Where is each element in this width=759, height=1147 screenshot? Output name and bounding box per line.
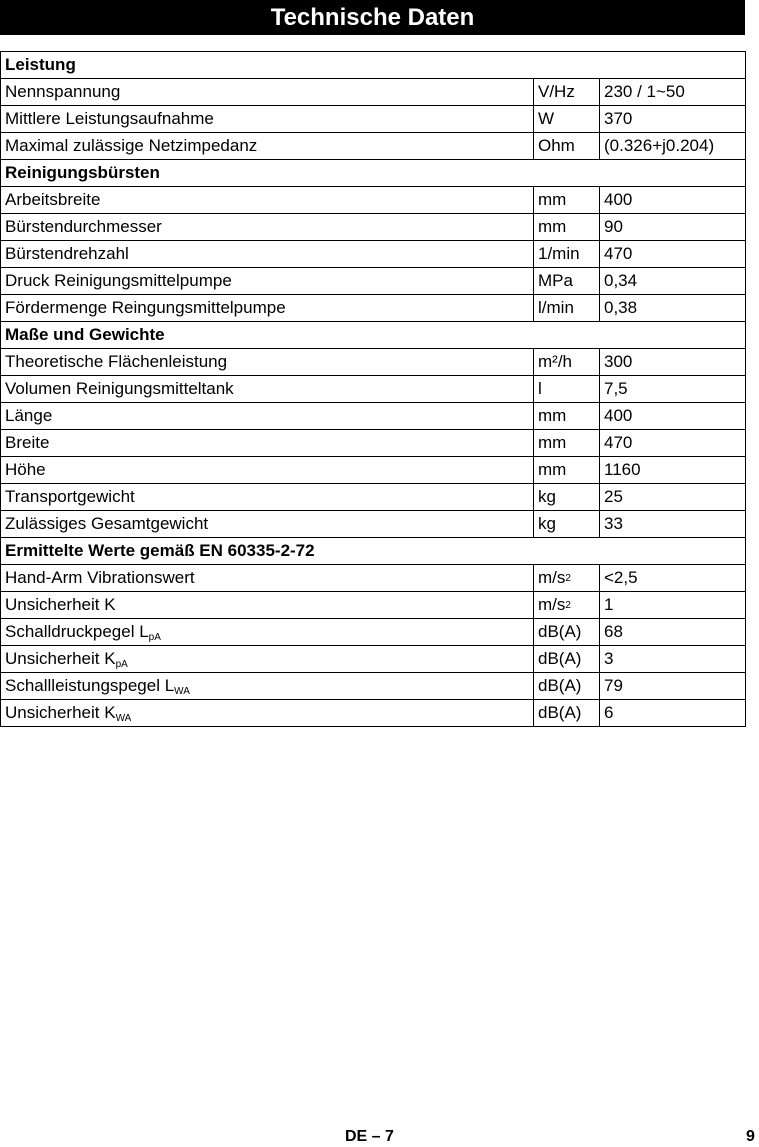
- row-unit: [534, 673, 600, 700]
- section-heading: Leistung: [1, 52, 746, 79]
- row-label-subscript: WA: [115, 713, 132, 724]
- row-value: 3: [600, 646, 746, 673]
- row-unit-text: kg: [538, 487, 556, 506]
- row-value: 1: [600, 592, 746, 619]
- row-value: 230 / 1~50: [600, 79, 746, 106]
- row-label-text: Unsicherheit K: [5, 595, 116, 614]
- row-value: 79: [600, 673, 746, 700]
- page-number: 9: [746, 1128, 755, 1145]
- table-row: [1, 619, 746, 646]
- row-unit: [534, 133, 600, 160]
- table-row: [1, 106, 746, 133]
- row-label: [1, 592, 534, 619]
- row-label-text: Unsicherheit K: [5, 703, 116, 722]
- row-unit: [534, 214, 600, 241]
- table-row: [1, 511, 746, 538]
- row-unit: [534, 187, 600, 214]
- row-value: 300: [600, 349, 746, 376]
- row-label-subscript: pA: [148, 632, 161, 643]
- row-value: 68: [600, 619, 746, 646]
- row-label: [1, 646, 534, 673]
- row-unit-text: kg: [538, 514, 556, 533]
- table-row: [1, 484, 746, 511]
- row-unit: [534, 619, 600, 646]
- table-row: [1, 646, 746, 673]
- row-unit: [534, 106, 600, 133]
- row-label-text: Zulässiges Gesamtgewicht: [5, 514, 209, 533]
- row-label-text: Bürstendrehzahl: [5, 244, 129, 263]
- section-heading-row: [1, 160, 746, 187]
- row-unit-text: m/s: [538, 595, 566, 614]
- row-unit: [534, 646, 600, 673]
- row-label-text: Nennspannung: [5, 82, 121, 101]
- table-row: [1, 241, 746, 268]
- row-unit-text: l/min: [538, 298, 574, 317]
- row-value: 370: [600, 106, 746, 133]
- row-value: 470: [600, 241, 746, 268]
- row-label-text: Länge: [5, 406, 53, 425]
- row-unit-text: mm: [538, 460, 567, 479]
- row-label-text: Fördermenge Reingungsmittelpumpe: [5, 298, 286, 317]
- table-row: [1, 457, 746, 484]
- row-label: [1, 268, 534, 295]
- row-label-text: Maximal zulässige Netzimpedanz: [5, 136, 258, 155]
- row-unit-text: mm: [538, 406, 567, 425]
- row-value: 0,34: [600, 268, 746, 295]
- table-row: [1, 79, 746, 106]
- row-label: [1, 565, 534, 592]
- row-label-text: Höhe: [5, 460, 46, 479]
- page-label: DE – 7: [345, 1128, 394, 1145]
- table-row: [1, 214, 746, 241]
- row-label: [1, 349, 534, 376]
- section-heading: Maße und Gewichte: [1, 322, 746, 349]
- row-label-subscript: pA: [115, 659, 128, 670]
- row-unit: [534, 700, 600, 727]
- row-unit: [534, 241, 600, 268]
- row-value: (0.326+j0.204): [600, 133, 746, 160]
- row-label: [1, 673, 534, 700]
- row-label: [1, 457, 534, 484]
- row-label-text: Transportgewicht: [5, 487, 135, 506]
- row-unit-text: 1/min: [538, 244, 580, 263]
- row-value: 6: [600, 700, 746, 727]
- row-label-subscript: WA: [174, 686, 190, 697]
- row-label: [1, 241, 534, 268]
- row-unit-text: dB(A): [538, 622, 582, 641]
- row-unit: [534, 457, 600, 484]
- row-unit-text: dB(A): [538, 703, 582, 722]
- row-label-text: Theoretische Flächenleistung: [5, 352, 228, 371]
- row-unit-text: mm: [538, 217, 567, 236]
- technical-data-table: [0, 51, 746, 727]
- table-row: [1, 376, 746, 403]
- row-unit: [534, 79, 600, 106]
- row-label-text: Volumen Reinigungsmitteltank: [5, 379, 234, 398]
- row-label: [1, 187, 534, 214]
- row-label: [1, 376, 534, 403]
- row-label: [1, 484, 534, 511]
- row-unit: [534, 511, 600, 538]
- row-value: 400: [600, 403, 746, 430]
- table-row: [1, 592, 746, 619]
- row-label-text: Mittlere Leistungsaufnahme: [5, 109, 214, 128]
- section-heading: Ermittelte Werte gemäß EN 60335-2-72: [1, 538, 746, 565]
- row-unit: [534, 565, 600, 592]
- row-value: 25: [600, 484, 746, 511]
- row-value: 1160: [600, 457, 746, 484]
- row-label-text: Schalldruckpegel L: [5, 622, 149, 641]
- row-unit: [534, 403, 600, 430]
- row-label-text: Breite: [5, 433, 50, 452]
- row-unit-text: dB(A): [538, 676, 582, 695]
- row-unit-superscript: 2: [565, 573, 571, 584]
- section-heading-row: [1, 538, 746, 565]
- row-unit-text: W: [538, 109, 555, 128]
- row-unit-text: l: [538, 379, 542, 398]
- table-row: [1, 349, 746, 376]
- table-row: [1, 187, 746, 214]
- row-unit-text: m²/h: [538, 352, 572, 371]
- page-title: Technische Daten: [0, 0, 745, 35]
- row-unit: [534, 592, 600, 619]
- row-label: [1, 511, 534, 538]
- technical-data-body: [1, 52, 746, 727]
- row-label: [1, 106, 534, 133]
- row-label: [1, 295, 534, 322]
- row-value: 33: [600, 511, 746, 538]
- table-row: [1, 565, 746, 592]
- row-label: [1, 430, 534, 457]
- row-unit-text: Ohm: [538, 136, 575, 155]
- table-row: [1, 295, 746, 322]
- table-row: [1, 430, 746, 457]
- row-label: [1, 619, 534, 646]
- row-value: 7,5: [600, 376, 746, 403]
- row-unit-superscript: 2: [565, 600, 571, 611]
- row-label: [1, 403, 534, 430]
- row-unit: [534, 295, 600, 322]
- row-value: <2,5: [600, 565, 746, 592]
- section-heading-row: [1, 52, 746, 79]
- row-label: [1, 79, 534, 106]
- row-unit: [534, 349, 600, 376]
- row-unit-text: MPa: [538, 271, 573, 290]
- row-value: 470: [600, 430, 746, 457]
- row-value: 400: [600, 187, 746, 214]
- row-unit-text: dB(A): [538, 649, 582, 668]
- row-label-text: Hand-Arm Vibrationswert: [5, 568, 195, 587]
- row-unit-text: mm: [538, 190, 567, 209]
- row-label-text: Druck Reinigungsmittelpumpe: [5, 271, 232, 290]
- row-unit: [534, 268, 600, 295]
- row-label: [1, 133, 534, 160]
- row-value: 0,38: [600, 295, 746, 322]
- row-unit: [534, 376, 600, 403]
- row-unit: [534, 430, 600, 457]
- table-row: [1, 403, 746, 430]
- table-row: [1, 673, 746, 700]
- table-row: [1, 133, 746, 160]
- row-label-text: Bürstendurchmesser: [5, 217, 162, 236]
- row-unit-text: V/Hz: [538, 82, 575, 101]
- table-row: [1, 268, 746, 295]
- row-label: [1, 700, 534, 727]
- row-label-text: Schallleistungspegel L: [5, 676, 175, 695]
- section-heading: Reinigungsbürsten: [1, 160, 746, 187]
- row-unit: [534, 484, 600, 511]
- row-label: [1, 214, 534, 241]
- row-unit-text: mm: [538, 433, 567, 452]
- row-value: 90: [600, 214, 746, 241]
- section-heading-row: [1, 322, 746, 349]
- row-label-text: Unsicherheit K: [5, 649, 116, 668]
- table-row: [1, 700, 746, 727]
- row-label-text: Arbeitsbreite: [5, 190, 101, 209]
- row-unit-text: m/s: [538, 568, 566, 587]
